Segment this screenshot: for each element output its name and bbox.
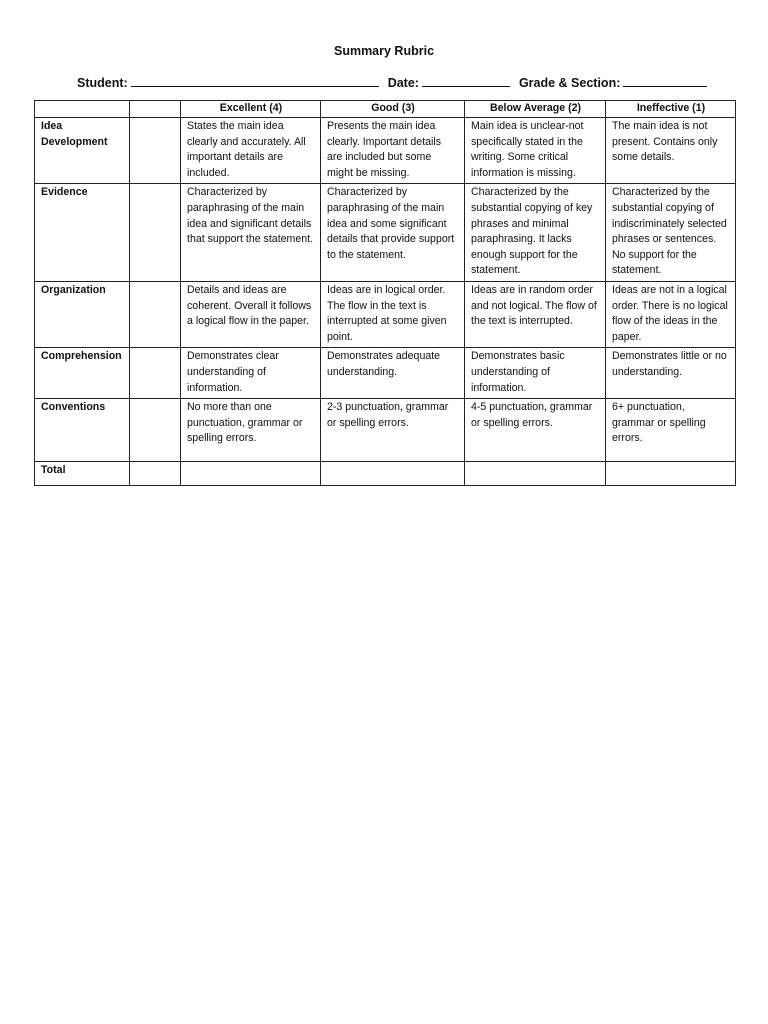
below-average-cell: Demonstrates basic understanding of information. [465,348,606,399]
column-header-criterion [35,101,130,118]
score-cell[interactable] [130,118,181,184]
good-cell[interactable] [321,462,465,486]
student-blank[interactable] [131,75,379,87]
excellent-cell: No more than one punctuation, grammar or spelling errors. [181,399,321,462]
criterion-cell: Organization [35,281,130,347]
column-header-excellent: Excellent (4) [181,101,321,118]
ineffective-cell: Characterized by the substantial copying of indiscriminately selected phrases or sentences. No support for the statement. [606,184,736,282]
grade-section-blank[interactable] [623,75,707,87]
table-row-total [35,462,736,486]
table-row [35,348,736,399]
score-cell[interactable] [130,348,181,399]
student-label: Student: [77,76,128,90]
good-cell: Presents the main idea clearly. Important details are included but some might be missing. [321,118,465,184]
below-average-cell: Ideas are in random order and not logical. The flow of the text is interrupted. [465,281,606,347]
score-cell[interactable] [130,281,181,347]
below-average-cell[interactable] [465,462,606,486]
ineffective-cell: The main idea is not present. Contains only some details. [606,118,736,184]
excellent-cell: Demonstrates clear understanding of information. [181,348,321,399]
criterion-cell: Comprehension [35,348,130,399]
table-row [35,184,736,282]
below-average-cell: Main idea is unclear-not specifically stated in the writing. Some critical information is missing. [465,118,606,184]
score-cell[interactable] [130,399,181,462]
excellent-cell: Characterized by paraphrasing of the main idea and significant details that support the statement. [181,184,321,282]
table-row [35,399,736,462]
date-label: Date: [387,76,419,90]
criterion-cell: Evidence [35,184,130,282]
criterion-cell: Conventions [35,399,130,462]
page-title: Summary Rubric [333,44,435,58]
score-cell[interactable] [130,462,181,486]
excellent-cell: States the main idea clearly and accurately. All important details are included. [181,118,321,184]
excellent-cell[interactable] [181,462,321,486]
criterion-cell: Idea Development [35,118,130,184]
table-row [35,281,736,347]
excellent-cell: Details and ideas are coherent. Overall it follows a logical flow in the paper. [181,281,321,347]
column-header-below-average: Below Average (2) [465,101,606,118]
good-cell: Demonstrates adequate understanding. [321,348,465,399]
column-header-ineffective: Ineffective (1) [606,101,736,118]
student-info-line [77,75,717,90]
good-cell: Ideas are in logical order. The flow in the text is interrupted at some given point. [321,281,465,347]
table-header-row [35,101,736,118]
table-row [35,118,736,184]
ineffective-cell: 6+ punctuation, grammar or spelling errors. [606,399,736,462]
good-cell: 2-3 punctuation, grammar or spelling errors. [321,399,465,462]
score-cell[interactable] [130,184,181,282]
criterion-cell: Total [35,462,130,486]
ineffective-cell: Ideas are not in a logical order. There is no logical flow of the ideas in the paper. [606,281,736,347]
grade-section-label: Grade & Section: [518,76,621,90]
below-average-cell: Characterized by the substantial copying of key phrases and minimal paraphrasing. It lacks enough support for the statement. [465,184,606,282]
good-cell: Characterized by paraphrasing of the main idea and some significant details that provide support to the statement. [321,184,465,282]
column-header-score [130,101,181,118]
below-average-cell: 4-5 punctuation, grammar or spelling errors. [465,399,606,462]
column-header-good: Good (3) [321,101,465,118]
rubric-table [34,100,736,486]
ineffective-cell[interactable] [606,462,736,486]
ineffective-cell: Demonstrates little or no understanding. [606,348,736,399]
date-blank[interactable] [422,75,510,87]
